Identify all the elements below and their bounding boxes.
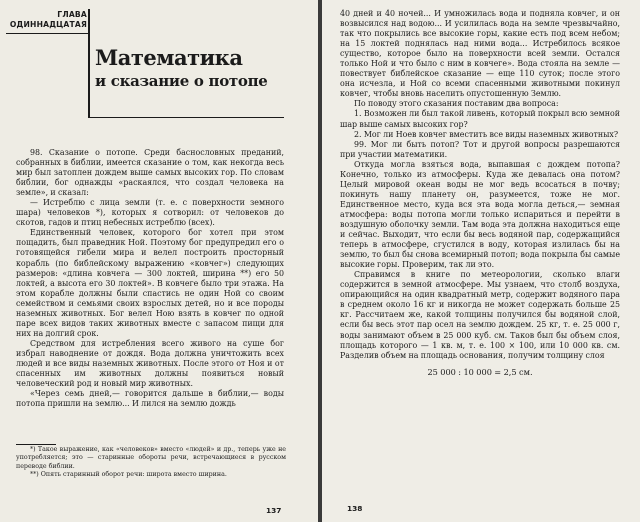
chapter-rule-vertical [88,9,90,118]
paragraph: По поводу этого сказания поставим два вопроса: [354,99,559,109]
footnote: **) Опять старинный оборот речи: широта вместо ширина. [30,470,227,478]
question-item: 2. Мог ли Ноев ковчег вместить все виды наземных животных? [354,129,619,139]
footnote-divider [16,444,56,445]
chapter-label-line-2: ОДИННАДЦАТАЯ [9,20,87,29]
footnotes [16,446,286,479]
right-page [322,0,640,522]
chapter-title [95,46,295,92]
formula: 25 000 : 10 000 = 2,5 см. [427,366,533,377]
paragraph: 99. Мог ли быть потоп? Тот и другой вопросы разрешаются при участии математики. [340,139,620,159]
paragraph: Средством для истребления всего живого на суше бог избрал наводнение от дождя. Вода должна уничтожить всех людей и все виды наземных животных. После этого от Ноя и от спасенных им животных должны появиться новый человеческий род и новый мир животных. [16,338,284,389]
left-body-text [16,148,284,409]
paragraph: — Истреблю с лица земли (т. е. с поверхности земного шара) человеков *), которых я сотворил: от человеков до скотов, гадов и птиц небесных истреблю (всех). [16,198,284,228]
page-number-right: 138 [347,504,363,513]
paragraph: Единственный человек, которого бог хотел при этом пощадить, был праведник Ной. Поэтому бог предупредил его о готовящейся гибели мира и велел построить просторный корабль (по библейскому выражению «ковчег») следующих размеров: «длина ковчега — 300 локтей, ширина **) его 50 локтей, а высота его 30 локтей». В ковчеге было три этажа. На этом корабле должны были спастись не один Ной со своим семейством и семьями своих взрослых детей, но и все породы наземных животных. Бог велел Ною взять в ковчег по одной паре всех видов таких животных вместе с запасом пищи для них на долгий срок. [16,228,284,338]
paragraph: «Через семь дней,— говорится дальше в библии,— воды потопа пришли на землю... И лился на землю дождь [16,389,284,409]
question-item: 1. Возможен ли был такой ливень, который покрыл всю земной шар выше самых высоких гор? [340,109,620,129]
left-page [0,0,318,522]
paragraph: 40 дней и 40 ночей... И умножилась вода и подняла ковчег, и он возвысился над водою... И усилилась вода на земле чрезвычайно, так что покрылись все высокие горы, какие есть под всем небом; на 15 локтей поднялась над ними вода... Истребилось всякое существо, которое было на поверхности всей земли. Остался только Ной и что было с ним в ковчеге». Вода стояла на земле — повествует библейское сказание — еще 110 суток; после этого она исчезла, и Ной со всеми спасенными животными покинул ковчег, чтобы вновь населить опустошенную Землю. [340,9,620,99]
chapter-rule-bottom [88,117,284,118]
paragraph: Откуда могла взяться вода, выпавшая с дождем потопа? Конечно, только из атмосферы. Куда же девалась она потом? Целый мировой океан воды не мог ведь всосаться в почву; покинуть нашу планету он, разумеется, тоже не мог. Единственное место, куда вся эта вода могла деться,— земная атмосфера: воды потопа могли только испариться и перейти в воздушную оболочку земли. Там вода эта должна находиться еще и сейчас. Выходит, что если бы весь водяной пар, содержащийся теперь в атмосфере, сгустился в воду, которая излилась бы на землю, то был бы снова всемирный потоп; вода покрыла бы самые высокие горы. Проверим, так ли это. [340,159,620,270]
paragraph: Справимся в книге по метеорологии, сколько влаги содержится в земной атмосфере. Мы узнаем, что столб воздуха, опирающийся на один квадратный метр, содержит водяного пара в среднем около 16 кг и никогда не может содержать больше 25 кг. Рассчитаем же, какой толщины получился бы водяной слой, если бы весь этот пар осел на землю дождем. 25 кг, т. е. 25 000 г, воды занимают объем в 25 000 куб. см. Таков был бы объем слоя, площадь которого — 1 кв. м, т. е. 100 × 100, или 10 000 кв. см. Разделив объем на площадь основания, получим толщину слоя [340,270,620,360]
paragraph: 98. Сказание о потопе. Среди баснословных преданий, собранных в библии, имеется сказание о том, как некогда весь мир был затоплен дождем выше самых высоких гор. По словам библии, бог однажды «раскаялся, что создал человека на земле», и сказал: [16,148,284,198]
footnote: *) Такое выражение, как «человеков» вместо «людей» и др., теперь уже не употребляется; это — старинные обороты речи, встречающиеся в русском переводе библии. [16,446,286,470]
right-body-text [340,9,620,377]
page-number-left: 137 [266,506,282,515]
chapter-title-line-1: Математика [95,45,243,70]
chapter-rule-top [6,33,88,34]
chapter-label [7,10,87,30]
chapter-title-line-2: и сказание о потопе [95,72,268,90]
chapter-label-line-1: ГЛАВА [57,10,87,19]
